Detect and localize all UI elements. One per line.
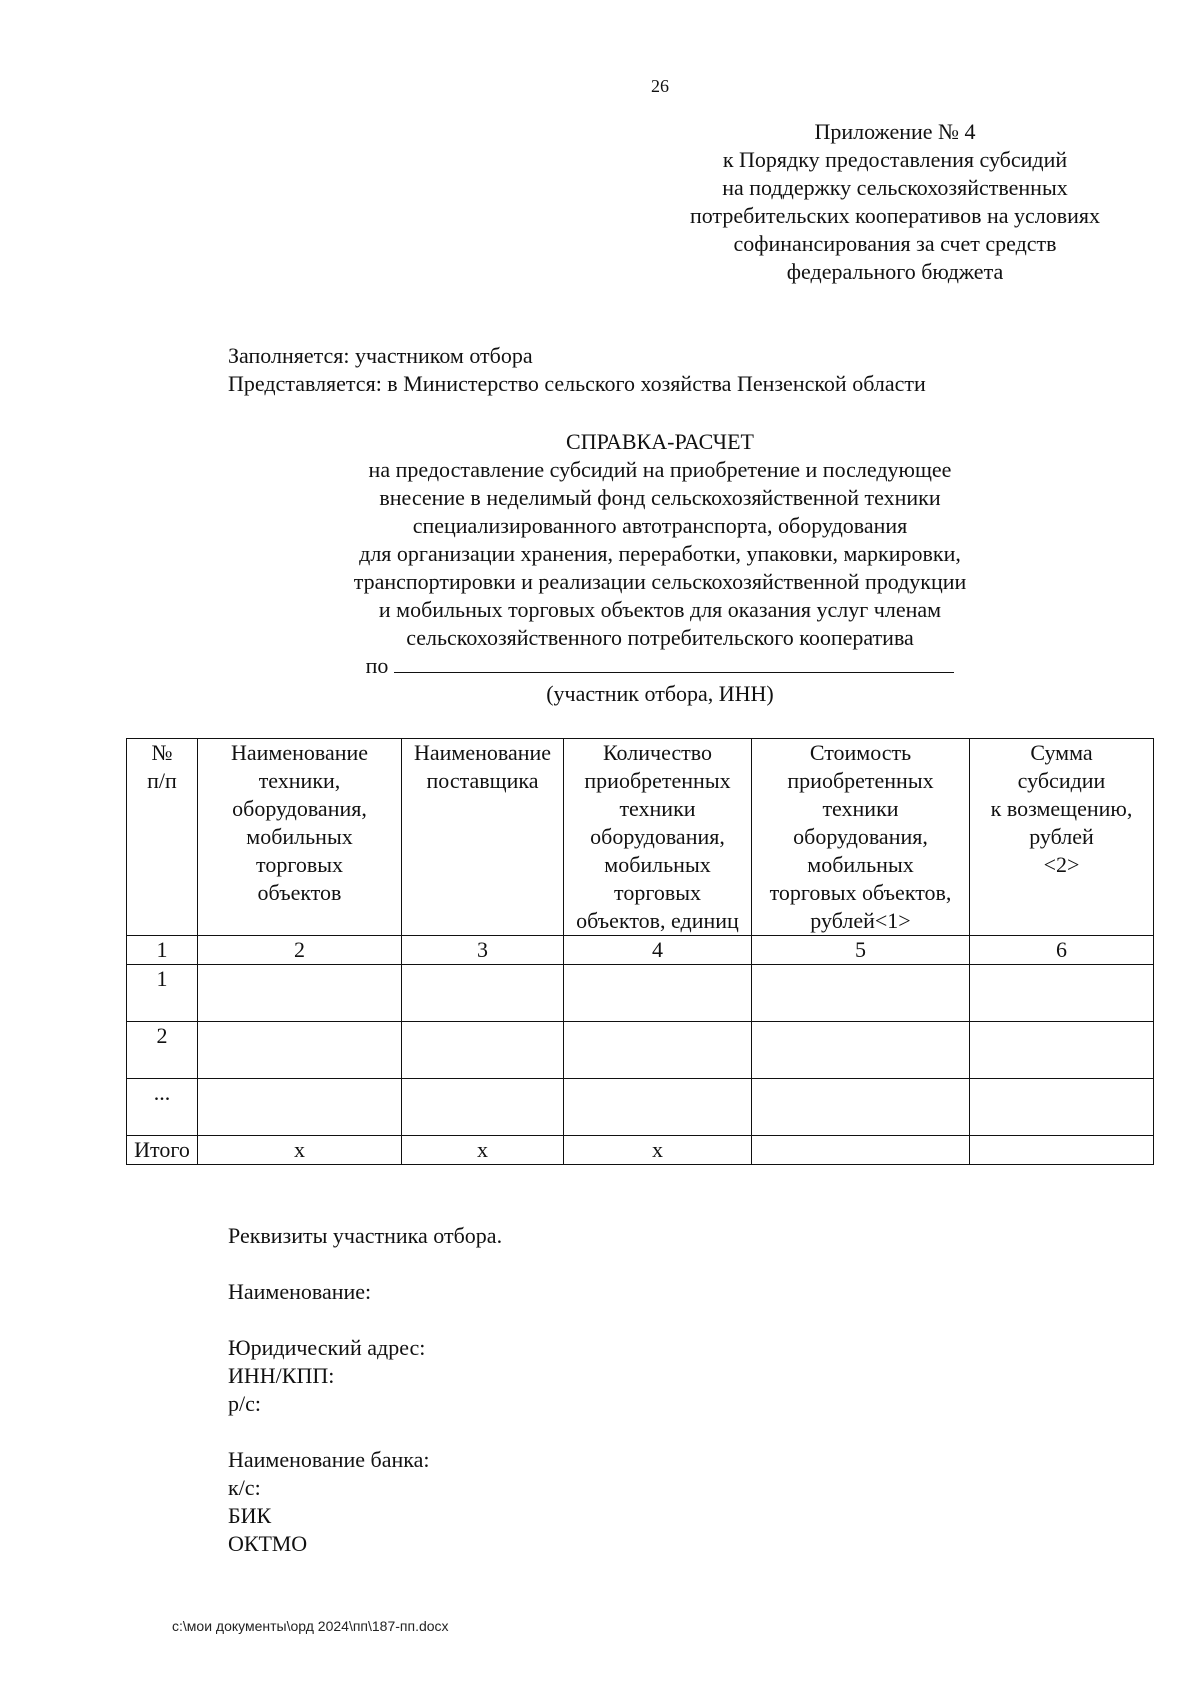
title-line: сельскохозяйственного потребительского кооператива xyxy=(406,625,914,650)
table-cell[interactable] xyxy=(564,965,752,1022)
total-row xyxy=(127,1136,1154,1165)
header-cell: Наименование поставщика xyxy=(402,739,564,936)
header-cell: Количество приобретенных техники оборудования, мобильных торговых объектов, единиц xyxy=(564,739,752,936)
row-number: ... xyxy=(127,1079,198,1136)
title-line: и мобильных торговых объектов для оказания услуг членам xyxy=(378,597,942,622)
column-number: 1 xyxy=(127,936,198,965)
header-cell: Стоимость приобретенных техники оборудования, мобильных торговых объектов, рублей<1> xyxy=(752,739,970,936)
table-cell[interactable] xyxy=(198,1022,402,1079)
participant-line xyxy=(280,652,1040,680)
requisite-oktmo: ОКТМО xyxy=(228,1531,308,1556)
table-cell[interactable] xyxy=(198,965,402,1022)
title-line: специализированного автотранспорта, оборудования xyxy=(412,513,908,538)
footer-file-path: c:\мои документы\орд 2024\пп\187-пп.docx xyxy=(172,1618,449,1634)
column-number-row xyxy=(127,936,1154,965)
table-cell[interactable] xyxy=(970,965,1154,1022)
column-number: 5 xyxy=(752,936,970,965)
total-cell: х xyxy=(402,1136,564,1165)
column-number: 6 xyxy=(970,936,1154,965)
fill-info xyxy=(228,342,1128,398)
table-header-row xyxy=(127,739,1154,936)
title-line: на предоставление субсидий на приобретение и последующее xyxy=(368,457,952,482)
page-number: 26 xyxy=(651,76,669,96)
requisites-block xyxy=(228,1222,928,1558)
calculation-table xyxy=(126,738,1154,1165)
requisites-heading: Реквизиты участника отбора. xyxy=(228,1223,503,1248)
table-cell[interactable] xyxy=(752,965,970,1022)
participant-blank-field[interactable] xyxy=(394,652,954,673)
table-cell[interactable] xyxy=(970,1079,1154,1136)
table-row xyxy=(127,1022,1154,1079)
total-cell[interactable] xyxy=(970,1136,1154,1165)
title-line: для организации хранения, переработки, упаковки, маркировки, xyxy=(359,541,961,566)
column-number: 2 xyxy=(198,936,402,965)
total-cell: х xyxy=(564,1136,752,1165)
filled-by: Заполняется: участником отбора xyxy=(228,343,533,368)
appendix-line: на поддержку сельскохозяйственных xyxy=(722,175,1068,200)
total-cell: х xyxy=(198,1136,402,1165)
appendix-line: Приложение № 4 xyxy=(814,119,976,144)
document-title-block xyxy=(280,428,1040,708)
title-line: внесение в неделимый фонд сельскохозяйственной техники xyxy=(379,485,941,510)
title-line: транспортировки и реализации сельскохозяйственной продукции xyxy=(353,569,967,594)
requisite-account: р/с: xyxy=(228,1391,261,1416)
table-cell[interactable] xyxy=(564,1022,752,1079)
appendix-line: федерального бюджета xyxy=(786,259,1004,284)
header-cell: Наименование техники, оборудования, мобильных торговых объектов xyxy=(198,739,402,936)
header-cell: Сумма субсидии к возмещению, рублей <2> xyxy=(970,739,1154,936)
table-cell[interactable] xyxy=(564,1079,752,1136)
table-cell[interactable] xyxy=(402,1079,564,1136)
table-cell[interactable] xyxy=(402,1022,564,1079)
requisite-corr-account: к/с: xyxy=(228,1475,261,1500)
table-row xyxy=(127,965,1154,1022)
table-cell[interactable] xyxy=(970,1022,1154,1079)
table-cell[interactable] xyxy=(198,1079,402,1136)
table-cell[interactable] xyxy=(752,1079,970,1136)
total-label: Итого xyxy=(127,1136,198,1165)
header-cell: № п/п xyxy=(127,739,198,936)
requisite-bik: БИК xyxy=(228,1503,272,1528)
requisite-legal-address: Юридический адрес: xyxy=(228,1335,426,1360)
table-row xyxy=(127,1079,1154,1136)
column-number: 4 xyxy=(564,936,752,965)
requisite-bank-name: Наименование банка: xyxy=(228,1447,430,1472)
appendix-line: софинансирования за счет средств xyxy=(733,231,1057,256)
appendix-line: потребительских кооперативов на условиях xyxy=(689,203,1101,228)
po-label: по xyxy=(365,653,389,678)
table-cell[interactable] xyxy=(402,965,564,1022)
participant-hint: (участник отбора, ИНН) xyxy=(546,681,774,706)
requisite-inn-kpp: ИНН/КПП: xyxy=(228,1363,335,1388)
appendix-line: к Порядку предоставления субсидий xyxy=(722,147,1068,172)
requisite-name: Наименование: xyxy=(228,1279,372,1304)
appendix-block xyxy=(660,118,1130,286)
table-cell[interactable] xyxy=(752,1022,970,1079)
column-number: 3 xyxy=(402,936,564,965)
document-title: СПРАВКА-РАСЧЕТ xyxy=(566,429,754,454)
total-cell[interactable] xyxy=(752,1136,970,1165)
row-number: 2 xyxy=(127,1022,198,1079)
submitted-to: Представляется: в Министерство сельского хозяйства Пензенской области xyxy=(228,371,926,396)
row-number: 1 xyxy=(127,965,198,1022)
